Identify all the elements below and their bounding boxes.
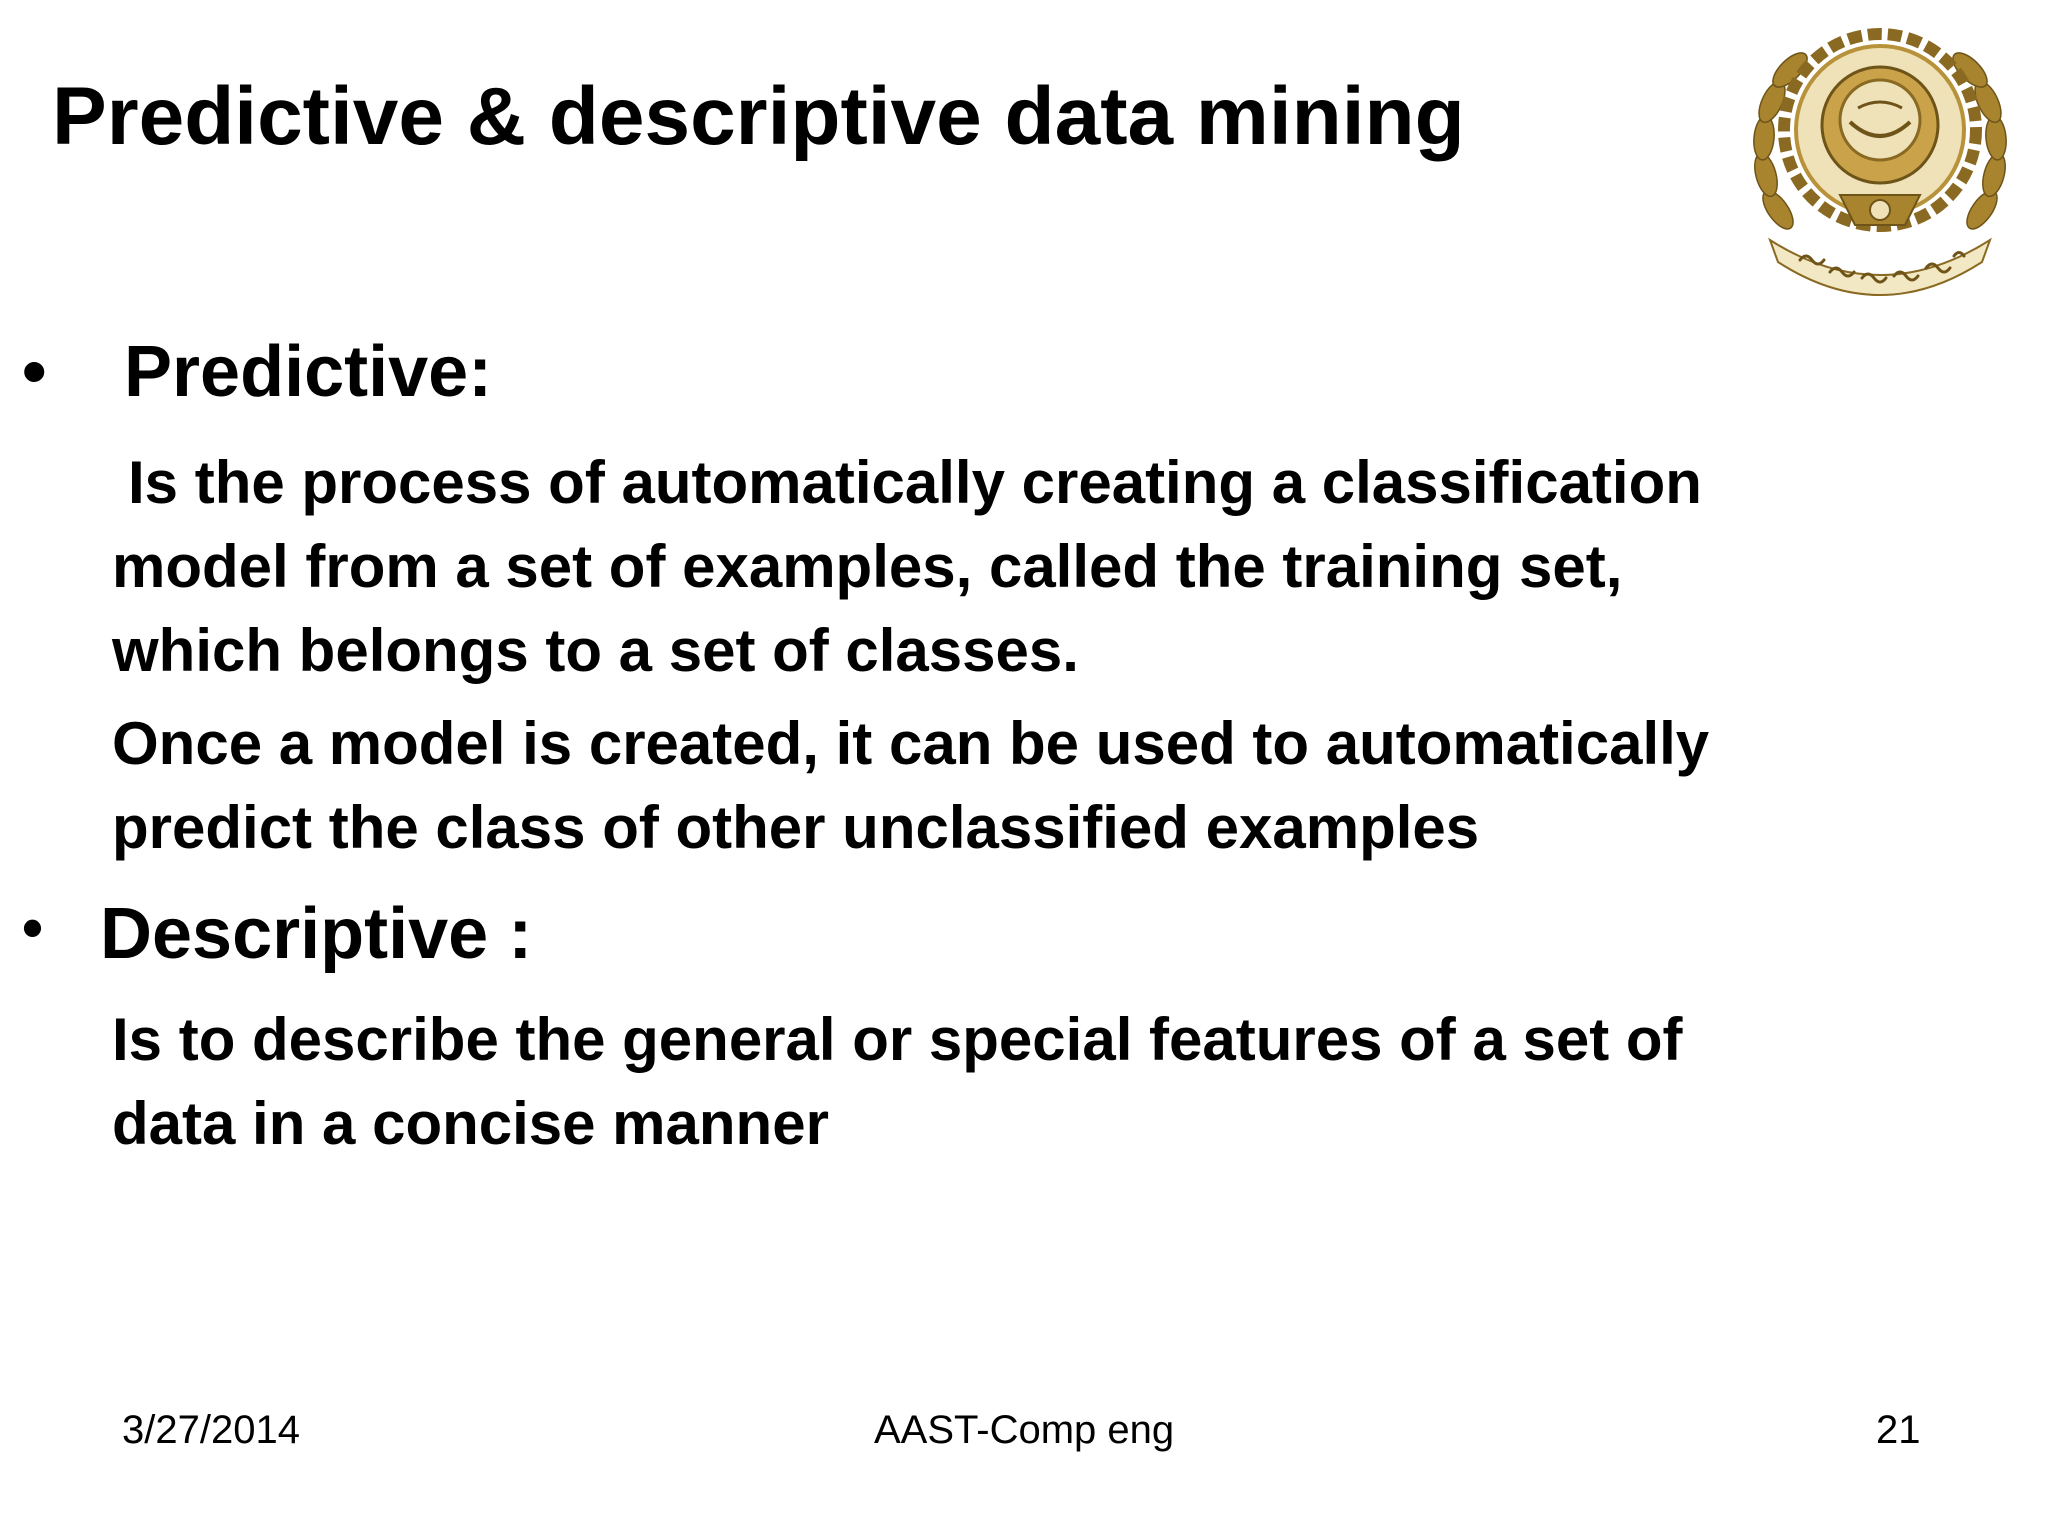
bullet-marker: • [22, 332, 47, 410]
footer-course-label: AAST-Comp eng [874, 1408, 1175, 1452]
university-seal-logo [1730, 10, 2030, 310]
predictive-usage [112, 702, 1709, 870]
text-line: model from a set of examples, called the training set, [112, 533, 1623, 600]
text-line: predict the class of other unclassified examples [112, 794, 1480, 861]
footer-date: 3/27/2014 [122, 1408, 300, 1452]
text-line: Is the process of automatically creating a classification [128, 449, 1702, 516]
slide-number: 21 [1876, 1408, 1921, 1452]
text-line: Is to describe the general or special features of a set of [112, 1006, 1683, 1073]
slide-title: Predictive & descriptive data mining [52, 71, 1465, 162]
descriptive-definition [112, 998, 1683, 1166]
text-line: which belongs to a set of classes. [112, 617, 1079, 684]
bullet-marker: • [22, 894, 44, 961]
predictive-definition [112, 441, 1702, 693]
text-line: Once a model is created, it can be used to automatically [112, 710, 1710, 777]
descriptive-heading: Descriptive : [100, 894, 533, 974]
text-line: data in a concise manner [112, 1090, 829, 1157]
predictive-heading: Predictive: [124, 332, 493, 412]
